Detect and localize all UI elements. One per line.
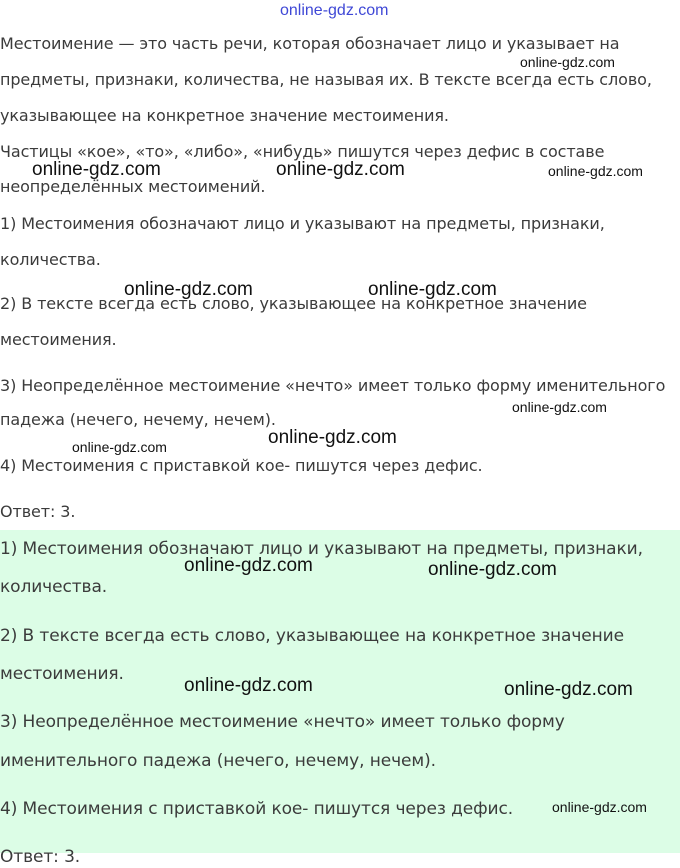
green-item-3-line-2: именительного падежа (нечего, нечему, нечем).: [0, 751, 436, 771]
intro-line-3: указывающее на конкретное значение местоимения.: [0, 106, 449, 125]
green-item-2-line-2: местоимения.: [0, 664, 124, 684]
watermark: online-gdz.com: [552, 799, 647, 815]
item-4-line-1: 4) Местоимения с приставкой кое- пишутся через дефис.: [0, 456, 483, 475]
item-2-line-2: местоимения.: [0, 330, 117, 349]
watermark: online-gdz.com: [504, 679, 633, 700]
green-item-1-line-2: количества.: [0, 577, 108, 597]
item-1-line-1: 1) Местоимения обозначают лицо и указывают на предметы, признаки,: [0, 214, 605, 233]
watermark: online-gdz.com: [520, 54, 615, 70]
watermark: online-gdz.com: [276, 159, 405, 180]
watermark: online-gdz.com: [548, 163, 643, 179]
intro-line-2: предметы, признаки, количества, не называя их. В тексте всегда есть слово,: [0, 70, 652, 89]
intro-line-5: неопределённых местоимений.: [0, 177, 266, 196]
header-watermark: online-gdz.com: [280, 2, 389, 19]
item-3-line-1: 3) Неопределённое местоимение «нечто» имеет только форму именительного: [0, 376, 666, 395]
green-item-2-line-1: 2) В тексте всегда есть слово, указывающее на конкретное значение: [0, 626, 624, 646]
item-3-line-2: падежа (нечего, нечему, нечем).: [0, 410, 276, 429]
watermark: online-gdz.com: [268, 427, 397, 448]
watermark: online-gdz.com: [184, 675, 313, 696]
watermark: online-gdz.com: [32, 159, 161, 180]
watermark: online-gdz.com: [124, 279, 253, 300]
watermark: online-gdz.com: [368, 279, 497, 300]
answer: Ответ: 3.: [0, 502, 76, 521]
watermark: online-gdz.com: [512, 399, 607, 415]
green-item-4-line-1: 4) Местоимения с приставкой кое- пишутся через дефис.: [0, 799, 514, 819]
green-item-3-line-1: 3) Неопределённое местоимение «нечто» имеет только форму: [0, 712, 565, 732]
watermark: online-gdz.com: [72, 439, 167, 455]
green-answer-partial: Ответ: 3.: [0, 847, 81, 867]
green-item-1-line-1: 1) Местоимения обозначают лицо и указывают на предметы, признаки,: [0, 539, 643, 559]
item-2-line-1: 2) В тексте всегда есть слово, указывающее на конкретное значение: [0, 294, 587, 313]
intro-line-4: Частицы «кое», «то», «либо», «нибудь» пишутся через дефис в составе: [0, 142, 605, 161]
watermark: online-gdz.com: [428, 559, 557, 580]
intro-line-1: Местоимение — это часть речи, которая обозначает лицо и указывает на: [0, 34, 620, 53]
watermark: online-gdz.com: [184, 555, 313, 576]
item-1-line-2: количества.: [0, 250, 101, 269]
